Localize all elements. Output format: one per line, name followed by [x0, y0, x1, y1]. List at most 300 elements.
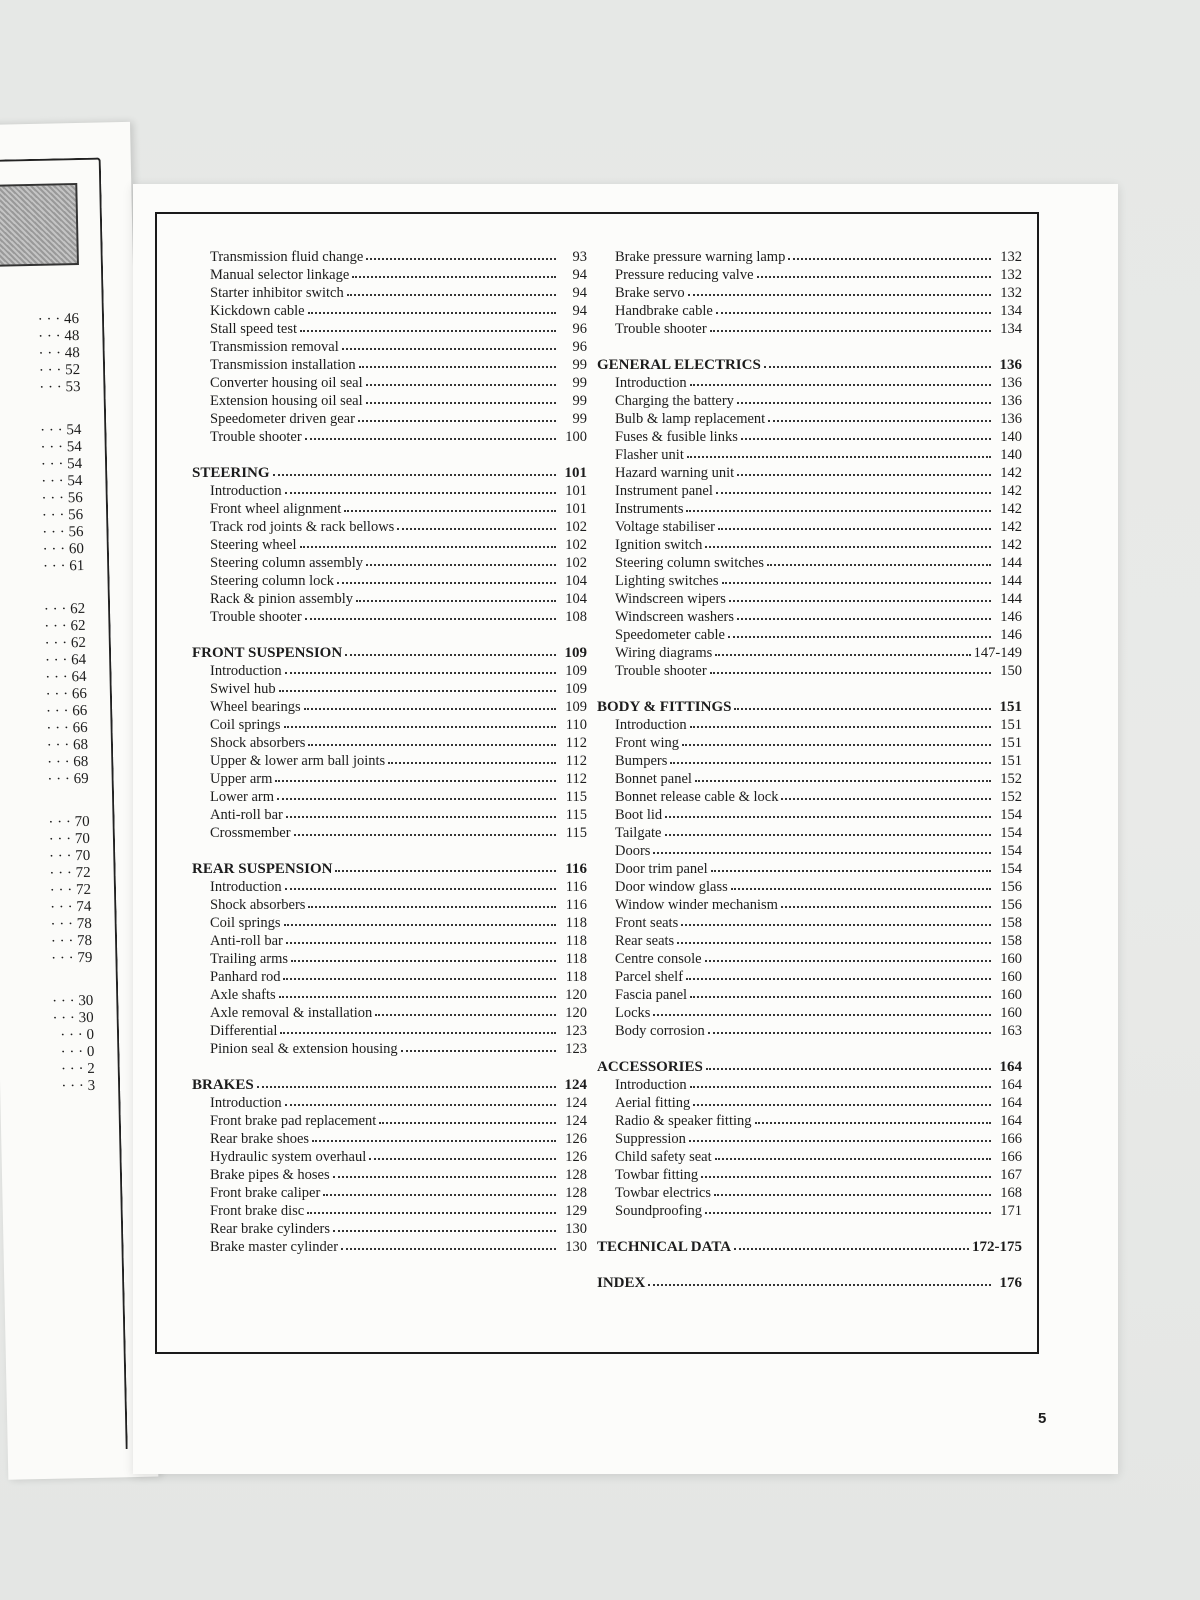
- dot-leader: [291, 956, 556, 962]
- toc-entry: [597, 266, 1022, 284]
- toc-entry-label: Front brake disc: [210, 1203, 305, 1219]
- toc-entry-label: Trouble shooter: [615, 321, 707, 337]
- toc-entry-label: Crossmember: [210, 825, 291, 841]
- dot-leader: [366, 254, 556, 260]
- dot-leader: [670, 758, 991, 764]
- dot-leader: [307, 1208, 556, 1214]
- toc-entry: [597, 842, 1022, 860]
- toc-entry-label: Handbrake cable: [615, 303, 713, 319]
- toc-entry-label: Voltage stabiliser: [615, 519, 716, 535]
- toc-entry-label: Introduction: [210, 879, 282, 895]
- toc-entry: [597, 1112, 1022, 1130]
- toc-entry: [192, 1094, 587, 1112]
- facing-page-number: · · · 66: [45, 685, 88, 703]
- toc-entry: [192, 770, 587, 788]
- toc-entry-label: Bonnet release cable & lock: [615, 789, 779, 805]
- dot-leader: [273, 470, 556, 476]
- facing-page-number: · · · 72: [49, 881, 92, 899]
- dot-leader: [347, 290, 556, 296]
- toc-entry-page: 134: [1000, 303, 1022, 319]
- toc-section-heading: [192, 644, 587, 662]
- toc-entry: [192, 1166, 587, 1184]
- toc-entry-label: Pinion seal & extension housing: [210, 1041, 398, 1057]
- toc-entry: [597, 644, 1022, 662]
- dot-leader: [781, 794, 991, 800]
- toc-entry-label: Doors: [615, 843, 651, 859]
- toc-entry: [192, 950, 587, 968]
- dot-leader: [369, 1154, 556, 1160]
- facing-page-number: · · · 46: [37, 310, 80, 328]
- dot-leader: [718, 524, 991, 530]
- toc-section: [597, 1058, 1022, 1220]
- toc-entry: [597, 1004, 1022, 1022]
- toc-entry-label: Aerial fitting: [615, 1095, 691, 1111]
- toc-section-heading: [597, 1274, 1022, 1292]
- toc-entry-label: Instrument panel: [615, 483, 713, 499]
- toc-entry-page: 154: [1000, 843, 1022, 859]
- toc-entry-page: 99: [572, 393, 587, 409]
- toc-entry: [192, 266, 587, 284]
- dot-leader: [687, 452, 991, 458]
- toc-entry-label: Locks: [615, 1005, 651, 1021]
- toc-entry-label: Wiring diagrams: [615, 645, 713, 661]
- toc-entry-page: 142: [1000, 519, 1022, 535]
- toc-entry: [597, 572, 1022, 590]
- toc-entry-page: 96: [572, 321, 587, 337]
- facing-page-number: · · · 74: [49, 898, 92, 916]
- toc-entry: [192, 302, 587, 320]
- toc-entry-page: 101: [565, 501, 587, 517]
- dot-leader: [686, 974, 991, 980]
- toc-entry: [597, 536, 1022, 554]
- toc-entry-page: 116: [565, 861, 587, 877]
- toc-entry-page: 101: [565, 483, 587, 499]
- toc-entry-label: Transmission installation: [210, 357, 356, 373]
- toc-entry-label: Front brake pad replacement: [210, 1113, 377, 1129]
- toc-entry: [597, 788, 1022, 806]
- dot-leader: [358, 416, 556, 422]
- toc-entry-label: Converter housing oil seal: [210, 375, 363, 391]
- toc-entry-label: Lower arm: [210, 789, 275, 805]
- toc-entry-page: 93: [572, 249, 587, 265]
- toc-entry-page: 102: [565, 519, 587, 535]
- toc-entry-page: 118: [565, 951, 587, 967]
- dot-leader: [397, 524, 556, 530]
- toc-entry: [192, 1040, 587, 1058]
- dot-leader: [284, 920, 557, 926]
- dot-leader: [705, 956, 991, 962]
- dot-leader: [690, 1082, 991, 1088]
- dot-leader: [285, 1100, 556, 1106]
- toc-entry-label: Brake pipes & hoses: [210, 1167, 330, 1183]
- toc-entry-page: 104: [565, 573, 587, 589]
- dot-leader: [335, 866, 556, 872]
- dot-leader: [737, 614, 991, 620]
- facing-page-number: · · · 62: [43, 600, 86, 618]
- toc-entry-label: Speedometer cable: [615, 627, 725, 643]
- toc-entry: [597, 1166, 1022, 1184]
- toc-section: [597, 698, 1022, 1040]
- toc-entry-page: 118: [565, 915, 587, 931]
- toc-entry-label: Introduction: [615, 375, 687, 391]
- toc-entry: [597, 968, 1022, 986]
- toc-entry-page: 94: [572, 303, 587, 319]
- toc-entry-label: Door trim panel: [615, 861, 708, 877]
- page-number: 5: [1038, 1410, 1047, 1427]
- toc-entry-page: 99: [572, 357, 587, 373]
- toc-entry-label: Kickdown cable: [210, 303, 305, 319]
- dot-leader: [648, 1280, 991, 1286]
- toc-entry-page: 126: [565, 1131, 587, 1147]
- dot-leader: [323, 1190, 556, 1196]
- facing-page-number: · · · 62: [44, 634, 87, 652]
- toc-entry: [597, 806, 1022, 824]
- toc-entry-page: 144: [1000, 555, 1022, 571]
- toc-entry-label: Track rod joints & rack bellows: [210, 519, 395, 535]
- toc-entry-page: 118: [565, 969, 587, 985]
- toc-entry-page: 154: [1000, 825, 1022, 841]
- toc-entry-page: 160: [1000, 987, 1022, 1003]
- dot-leader: [379, 1118, 556, 1124]
- toc-entry-label: Transmission fluid change: [210, 249, 364, 265]
- toc-entry: [192, 608, 587, 626]
- toc-entry: [192, 554, 587, 572]
- toc-entry-page: 151: [1000, 717, 1022, 733]
- toc-entry-page: 124: [564, 1077, 587, 1093]
- toc-entry-label: Introduction: [210, 663, 282, 679]
- toc-entry-page: 124: [565, 1095, 587, 1111]
- toc-entry-label: Introduction: [615, 1077, 687, 1093]
- toc-entry-label: Brake pressure warning lamp: [615, 249, 786, 265]
- facing-page-number: · · · 68: [46, 753, 89, 771]
- toc-entry-page: 167: [1000, 1167, 1022, 1183]
- toc-entry: [192, 1184, 587, 1202]
- dot-leader: [277, 794, 556, 800]
- toc-entry-label: Lighting switches: [615, 573, 719, 589]
- facing-page-number: · · · 56: [41, 506, 84, 524]
- toc-entry-label: Tailgate: [615, 825, 662, 841]
- toc-entry: [192, 320, 587, 338]
- dot-leader: [705, 542, 991, 548]
- dot-leader: [653, 1010, 991, 1016]
- toc-entry-page: 150: [1000, 663, 1022, 679]
- toc-entry-page: 136: [1000, 411, 1022, 427]
- toc-entry-label: Coil springs: [210, 915, 281, 931]
- toc-entry-label: Anti-roll bar: [210, 933, 283, 949]
- toc-entry-label: Steering column lock: [210, 573, 335, 589]
- dot-leader: [705, 1208, 991, 1214]
- toc-entry-label: Differential: [210, 1023, 278, 1039]
- toc-entry: [597, 986, 1022, 1004]
- toc-entry: [192, 1220, 587, 1238]
- toc-entry: [192, 662, 587, 680]
- dot-leader: [352, 272, 556, 278]
- dot-leader: [665, 830, 992, 836]
- toc-entry-page: 136: [999, 357, 1022, 373]
- facing-page-number: · · · 66: [45, 702, 88, 720]
- toc-entry: [192, 410, 587, 428]
- toc-entry-page: 136: [1000, 375, 1022, 391]
- toc-entry: [192, 716, 587, 734]
- toc-entry-label: Steering column assembly: [210, 555, 364, 571]
- toc-entry-label: Brake master cylinder: [210, 1239, 339, 1255]
- dot-leader: [716, 488, 991, 494]
- toc-entry: [597, 590, 1022, 608]
- dot-leader: [690, 380, 991, 386]
- toc-entry-label: Instruments: [615, 501, 684, 517]
- facing-page-number: · · · 54: [40, 438, 82, 456]
- dot-leader: [734, 704, 991, 710]
- dot-leader: [688, 290, 991, 296]
- dot-leader: [710, 668, 991, 674]
- toc-entry-label: BODY & FITTINGS: [597, 699, 732, 715]
- toc-section-heading: [597, 356, 1022, 374]
- toc-entry-label: Upper arm: [210, 771, 273, 787]
- toc-entry-label: Steering wheel: [210, 537, 297, 553]
- toc-entry: [192, 824, 587, 842]
- facing-page-number: · · · 78: [50, 932, 93, 950]
- toc-entry-label: Centre console: [615, 951, 702, 967]
- toc-entry-label: Trouble shooter: [210, 609, 302, 625]
- dot-leader: [300, 326, 556, 332]
- dot-leader: [788, 254, 991, 260]
- toc-entry-page: 132: [1000, 285, 1022, 301]
- toc-entry-page: 152: [1000, 789, 1022, 805]
- toc-section-heading: [597, 698, 1022, 716]
- toc-entry-page: 108: [565, 609, 587, 625]
- dot-leader: [388, 758, 556, 764]
- dot-leader: [689, 1136, 991, 1142]
- dot-leader: [706, 1064, 991, 1070]
- toc-entry: [597, 662, 1022, 680]
- toc-entry-page: 109: [565, 699, 587, 715]
- toc-entry: [192, 482, 587, 500]
- toc-entry-page: 115: [565, 789, 587, 805]
- toc-entry-label: INDEX: [597, 1275, 646, 1291]
- dot-leader: [401, 1046, 556, 1052]
- toc-entry-label: Transmission removal: [210, 339, 339, 355]
- toc-entry: [192, 968, 587, 986]
- toc-entry-label: Steering column switches: [615, 555, 765, 571]
- dot-leader: [257, 1082, 556, 1088]
- toc-entry-page: 160: [1000, 969, 1022, 985]
- toc-entry-page: 102: [565, 537, 587, 553]
- toc-entry: [597, 824, 1022, 842]
- toc-entry: [597, 446, 1022, 464]
- toc-entry-page: 109: [565, 663, 587, 679]
- toc-entry-label: Soundproofing: [615, 1203, 702, 1219]
- dot-leader: [375, 1010, 556, 1016]
- toc-entry-label: Suppression: [615, 1131, 686, 1147]
- toc-entry-label: Boot lid: [615, 807, 663, 823]
- facing-page-number: · · · 68: [46, 736, 89, 754]
- dot-leader: [300, 542, 556, 548]
- toc-section: [597, 356, 1022, 680]
- toc-entry: [192, 914, 587, 932]
- dot-leader: [285, 668, 556, 674]
- dot-leader: [308, 902, 556, 908]
- dot-leader: [341, 1244, 556, 1250]
- toc-entry-label: Front wing: [615, 735, 680, 751]
- toc-entry: [597, 248, 1022, 266]
- toc-entry-page: 115: [565, 807, 587, 823]
- toc-entry: [192, 1148, 587, 1166]
- toc-entry-page: 132: [1000, 249, 1022, 265]
- toc-entry: [597, 554, 1022, 572]
- facing-page-number: · · · 64: [45, 668, 87, 686]
- toc-entry-page: 99: [572, 411, 587, 427]
- toc-entry: [192, 1004, 587, 1022]
- dot-leader: [695, 776, 991, 782]
- toc-entry: [192, 734, 587, 752]
- dot-leader: [283, 974, 556, 980]
- toc-entry-page: 172-175: [972, 1239, 1022, 1255]
- dot-leader: [701, 1172, 991, 1178]
- toc-entry-page: 164: [1000, 1113, 1022, 1129]
- toc-entry-label: Anti-roll bar: [210, 807, 283, 823]
- toc-section-heading: [192, 860, 587, 878]
- facing-page-number: · · · 2: [60, 1060, 95, 1078]
- toc-entry-page: 164: [999, 1059, 1022, 1075]
- toc-entry-label: Axle shafts: [210, 987, 276, 1003]
- toc-entry-label: REAR SUSPENSION: [192, 861, 333, 877]
- toc-entry: [597, 626, 1022, 644]
- facing-page-number: · · · 61: [42, 557, 85, 575]
- dot-leader: [359, 362, 556, 368]
- toc-entry-page: 140: [1000, 429, 1022, 445]
- toc-entry: [597, 1094, 1022, 1112]
- toc-entry-page: 120: [565, 987, 587, 1003]
- toc-entry: [192, 392, 587, 410]
- toc-entry-label: Windscreen wipers: [615, 591, 726, 607]
- toc-entry-page: 166: [1000, 1149, 1022, 1165]
- toc-entry-label: Speedometer driven gear: [210, 411, 355, 427]
- facing-page-number: · · · 72: [49, 864, 91, 882]
- facing-page-gap: [0, 967, 93, 995]
- toc-entry-page: 115: [565, 825, 587, 841]
- toc-entry: [192, 896, 587, 914]
- facing-page-number: · · · 62: [44, 617, 86, 635]
- toc-entry-label: Upper & lower arm ball joints: [210, 753, 386, 769]
- toc-entry: [192, 1112, 587, 1130]
- toc-entry-label: Stall speed test: [210, 321, 297, 337]
- dot-leader: [755, 1118, 991, 1124]
- toc-entry-label: Fascia panel: [615, 987, 688, 1003]
- toc-entry: [597, 932, 1022, 950]
- facing-page-number: · · · 66: [46, 719, 88, 737]
- toc-entry-page: 176: [999, 1275, 1022, 1291]
- toc-entry-page: 112: [565, 771, 587, 787]
- toc-entry-label: Trouble shooter: [615, 663, 707, 679]
- facing-page-number: · · · 54: [41, 472, 83, 490]
- toc-entry: [192, 356, 587, 374]
- toc-entry-page: 151: [1000, 753, 1022, 769]
- toc-entry: [597, 914, 1022, 932]
- toc-entry-page: 124: [565, 1113, 587, 1129]
- toc-entry-page: 168: [1000, 1185, 1022, 1201]
- toc-entry-page: 112: [565, 753, 587, 769]
- toc-entry: [597, 1130, 1022, 1148]
- facing-page-number: · · · 56: [41, 489, 84, 507]
- toc-entry-label: FRONT SUSPENSION: [192, 645, 343, 661]
- toc-entry-label: Wheel bearings: [210, 699, 301, 715]
- toc-entry-page: 160: [1000, 1005, 1022, 1021]
- dot-leader: [312, 1136, 556, 1142]
- toc-entry-page: 130: [565, 1239, 587, 1255]
- dot-leader: [690, 722, 991, 728]
- toc-entry-label: ACCESSORIES: [597, 1059, 703, 1075]
- toc-entry-label: Hydraulic system overhaul: [210, 1149, 367, 1165]
- dot-leader: [677, 938, 991, 944]
- dot-leader: [337, 578, 556, 584]
- toc-entry: [192, 374, 587, 392]
- toc-entry-page: 94: [572, 267, 587, 283]
- toc-entry-page: 140: [1000, 447, 1022, 463]
- toc-entry: [192, 518, 587, 536]
- toc-entry-page: 96: [572, 339, 587, 355]
- toc-entry-page: 156: [1000, 879, 1022, 895]
- toc-entry-page: 102: [565, 555, 587, 571]
- toc-entry: [192, 788, 587, 806]
- dot-leader: [279, 686, 556, 692]
- facing-page-number: · · · 69: [47, 770, 89, 788]
- toc-entry-label: Child safety seat: [615, 1149, 712, 1165]
- toc-entry-page: 118: [565, 933, 587, 949]
- facing-page-gap: [0, 575, 85, 603]
- facing-page-number: · · · 54: [39, 421, 82, 439]
- toc-entry-page: 163: [1000, 1023, 1022, 1039]
- toc-entry: [597, 860, 1022, 878]
- toc-entry: [192, 932, 587, 950]
- toc-entry-page: 110: [565, 717, 587, 733]
- toc-entry-page: 136: [1000, 393, 1022, 409]
- toc-entry: [597, 1184, 1022, 1202]
- dot-leader: [731, 884, 991, 890]
- toc-entry-page: 128: [565, 1167, 587, 1183]
- toc-entry-page: 164: [1000, 1077, 1022, 1093]
- facing-page-gap: [0, 396, 81, 424]
- facing-page-numbers: [0, 311, 95, 1097]
- dot-leader: [366, 398, 556, 404]
- facing-page-number: · · · 30: [51, 992, 94, 1010]
- toc-entry: [192, 428, 587, 446]
- facing-page-number: · · · 48: [38, 327, 80, 345]
- toc-entry: [192, 698, 587, 716]
- toc-entry-page: 101: [564, 465, 587, 481]
- dot-leader: [729, 596, 991, 602]
- toc-entry-label: Trailing arms: [210, 951, 289, 967]
- toc-entry-label: Starter inhibitor switch: [210, 285, 344, 301]
- toc-entry-page: 146: [1000, 627, 1022, 643]
- toc-entry-page: 142: [1000, 465, 1022, 481]
- toc-entry-page: 142: [1000, 483, 1022, 499]
- toc-entry-label: Pressure reducing valve: [615, 267, 754, 283]
- dot-leader: [286, 812, 556, 818]
- toc-entry: [597, 1202, 1022, 1220]
- toc-entry-page: 94: [572, 285, 587, 301]
- toc-entry-page: 116: [565, 879, 587, 895]
- facing-page-number: · · · 64: [44, 651, 87, 669]
- toc-entry-label: Introduction: [210, 1095, 282, 1111]
- toc-entry: [192, 1130, 587, 1148]
- dot-leader: [714, 1190, 991, 1196]
- toc-entry: [597, 482, 1022, 500]
- dot-leader: [285, 884, 556, 890]
- toc-entry: [192, 284, 587, 302]
- toc-entry-label: Introduction: [210, 483, 282, 499]
- toc-entry-page: 144: [1000, 573, 1022, 589]
- toc-entry: [597, 320, 1022, 338]
